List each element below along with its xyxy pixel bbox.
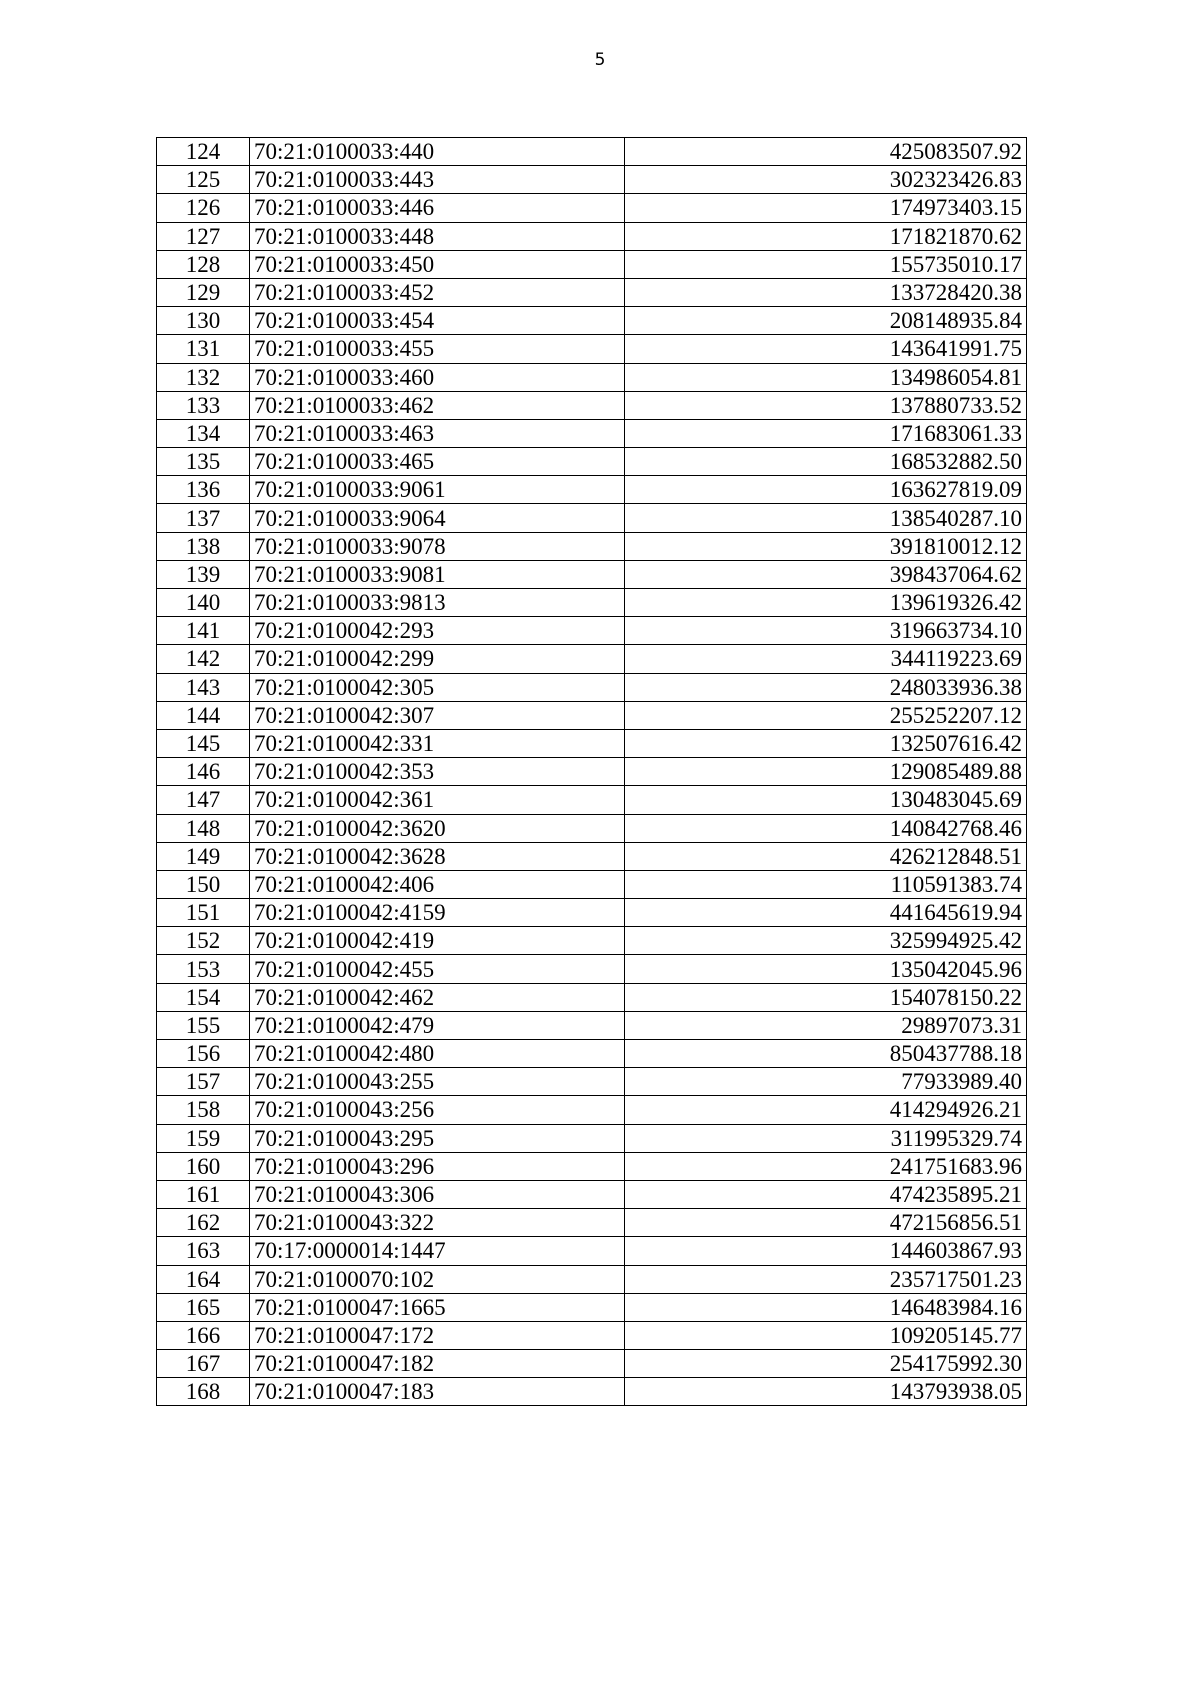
table-row	[157, 1152, 1027, 1180]
table-row	[157, 1265, 1027, 1293]
table-row	[157, 504, 1027, 532]
cadastral-number-cell: 70:21:0100033:443	[250, 166, 625, 194]
cadastral-value-cell: 241751683.96	[625, 1152, 1027, 1180]
cadastral-value-cell: 208148935.84	[625, 307, 1027, 335]
cadastral-value-cell: 163627819.09	[625, 476, 1027, 504]
cadastral-number-cell: 70:21:0100042:293	[250, 617, 625, 645]
cadastral-value-cell: 235717501.23	[625, 1265, 1027, 1293]
cadastral-number-cell: 70:21:0100042:305	[250, 673, 625, 701]
cadastral-number-cell: 70:21:0100042:307	[250, 701, 625, 729]
row-number-cell: 157	[157, 1068, 250, 1096]
row-number-cell: 139	[157, 560, 250, 588]
cadastral-value-cell: 140842768.46	[625, 814, 1027, 842]
cadastral-number-cell: 70:21:0100047:172	[250, 1321, 625, 1349]
cadastral-value-cell: 425083507.92	[625, 138, 1027, 166]
cadastral-value-cell: 174973403.15	[625, 194, 1027, 222]
cadastral-value-cell: 134986054.81	[625, 363, 1027, 391]
cadastral-number-cell: 70:21:0100033:465	[250, 448, 625, 476]
cadastral-number-cell: 70:21:0100042:3620	[250, 814, 625, 842]
row-number-cell: 129	[157, 278, 250, 306]
cadastral-number-cell: 70:21:0100033:455	[250, 335, 625, 363]
row-number-cell: 163	[157, 1237, 250, 1265]
cadastral-value-table	[156, 137, 1027, 1406]
cadastral-value-cell: 325994925.42	[625, 927, 1027, 955]
table-row	[157, 138, 1027, 166]
table-row	[157, 419, 1027, 447]
cadastral-number-cell: 70:21:0100042:480	[250, 1040, 625, 1068]
row-number-cell: 131	[157, 335, 250, 363]
cadastral-value-cell: 311995329.74	[625, 1124, 1027, 1152]
table-body	[157, 138, 1027, 1406]
cadastral-number-cell: 70:21:0100043:255	[250, 1068, 625, 1096]
row-number-cell: 140	[157, 589, 250, 617]
cadastral-number-cell: 70:21:0100042:3628	[250, 842, 625, 870]
cadastral-value-cell: 77933989.40	[625, 1068, 1027, 1096]
cadastral-value-cell: 426212848.51	[625, 842, 1027, 870]
cadastral-value-cell: 143641991.75	[625, 335, 1027, 363]
cadastral-value-cell: 132507616.42	[625, 729, 1027, 757]
table-row	[157, 1068, 1027, 1096]
table-row	[157, 1321, 1027, 1349]
cadastral-number-cell: 70:21:0100033:448	[250, 222, 625, 250]
table-row	[157, 166, 1027, 194]
table-row	[157, 476, 1027, 504]
cadastral-number-cell: 70:21:0100070:102	[250, 1265, 625, 1293]
row-number-cell: 149	[157, 842, 250, 870]
cadastral-number-cell: 70:21:0100033:462	[250, 391, 625, 419]
table-row	[157, 194, 1027, 222]
table-row	[157, 222, 1027, 250]
table-row	[157, 701, 1027, 729]
row-number-cell: 146	[157, 758, 250, 786]
cadastral-number-cell: 70:21:0100043:295	[250, 1124, 625, 1152]
cadastral-number-cell: 70:21:0100042:479	[250, 1011, 625, 1039]
row-number-cell: 144	[157, 701, 250, 729]
table-row	[157, 1124, 1027, 1152]
row-number-cell: 135	[157, 448, 250, 476]
table-row	[157, 899, 1027, 927]
table-row	[157, 1180, 1027, 1208]
row-number-cell: 161	[157, 1180, 250, 1208]
row-number-cell: 165	[157, 1293, 250, 1321]
table-row	[157, 645, 1027, 673]
row-number-cell: 155	[157, 1011, 250, 1039]
cadastral-number-cell: 70:21:0100042:361	[250, 786, 625, 814]
row-number-cell: 154	[157, 983, 250, 1011]
table-row	[157, 955, 1027, 983]
table-row	[157, 617, 1027, 645]
row-number-cell: 132	[157, 363, 250, 391]
table-row	[157, 983, 1027, 1011]
row-number-cell: 128	[157, 250, 250, 278]
row-number-cell: 141	[157, 617, 250, 645]
row-number-cell: 124	[157, 138, 250, 166]
cadastral-number-cell: 70:17:0000014:1447	[250, 1237, 625, 1265]
cadastral-number-cell: 70:21:0100033:452	[250, 278, 625, 306]
cadastral-value-cell: 155735010.17	[625, 250, 1027, 278]
table-row	[157, 560, 1027, 588]
cadastral-value-cell: 319663734.10	[625, 617, 1027, 645]
row-number-cell: 138	[157, 532, 250, 560]
cadastral-number-cell: 70:21:0100033:460	[250, 363, 625, 391]
table-row	[157, 391, 1027, 419]
table-row	[157, 448, 1027, 476]
row-number-cell: 130	[157, 307, 250, 335]
row-number-cell: 143	[157, 673, 250, 701]
cadastral-value-cell: 344119223.69	[625, 645, 1027, 673]
cadastral-value-cell: 146483984.16	[625, 1293, 1027, 1321]
cadastral-value-cell: 138540287.10	[625, 504, 1027, 532]
cadastral-value-cell: 414294926.21	[625, 1096, 1027, 1124]
cadastral-value-cell: 850437788.18	[625, 1040, 1027, 1068]
cadastral-value-cell: 109205145.77	[625, 1321, 1027, 1349]
table-row	[157, 589, 1027, 617]
cadastral-number-cell: 70:21:0100033:463	[250, 419, 625, 447]
table-row	[157, 532, 1027, 560]
page-number: 5	[594, 50, 606, 70]
cadastral-value-cell: 129085489.88	[625, 758, 1027, 786]
row-number-cell: 162	[157, 1209, 250, 1237]
cadastral-number-cell: 70:21:0100033:450	[250, 250, 625, 278]
table-row	[157, 1011, 1027, 1039]
table-row	[157, 1378, 1027, 1406]
table-row	[157, 307, 1027, 335]
cadastral-number-cell: 70:21:0100042:419	[250, 927, 625, 955]
cadastral-number-cell: 70:21:0100042:4159	[250, 899, 625, 927]
table-row	[157, 814, 1027, 842]
row-number-cell: 166	[157, 1321, 250, 1349]
table-row	[157, 673, 1027, 701]
cadastral-number-cell: 70:21:0100047:1665	[250, 1293, 625, 1321]
cadastral-value-cell: 144603867.93	[625, 1237, 1027, 1265]
cadastral-number-cell: 70:21:0100033:440	[250, 138, 625, 166]
row-number-cell: 156	[157, 1040, 250, 1068]
row-number-cell: 152	[157, 927, 250, 955]
table-row	[157, 335, 1027, 363]
cadastral-number-cell: 70:21:0100043:322	[250, 1209, 625, 1237]
cadastral-number-cell: 70:21:0100042:455	[250, 955, 625, 983]
row-number-cell: 147	[157, 786, 250, 814]
row-number-cell: 158	[157, 1096, 250, 1124]
cadastral-number-cell: 70:21:0100043:256	[250, 1096, 625, 1124]
table-row	[157, 870, 1027, 898]
cadastral-value-cell: 168532882.50	[625, 448, 1027, 476]
table-row	[157, 842, 1027, 870]
table-row	[157, 1040, 1027, 1068]
table-row	[157, 1350, 1027, 1378]
table-row	[157, 1096, 1027, 1124]
cadastral-value-cell: 143793938.05	[625, 1378, 1027, 1406]
cadastral-number-cell: 70:21:0100042:462	[250, 983, 625, 1011]
row-number-cell: 127	[157, 222, 250, 250]
cadastral-value-cell: 29897073.31	[625, 1011, 1027, 1039]
row-number-cell: 136	[157, 476, 250, 504]
table-row	[157, 1293, 1027, 1321]
table-row	[157, 786, 1027, 814]
cadastral-value-cell: 474235895.21	[625, 1180, 1027, 1208]
row-number-cell: 150	[157, 870, 250, 898]
row-number-cell: 133	[157, 391, 250, 419]
cadastral-value-cell: 302323426.83	[625, 166, 1027, 194]
row-number-cell: 159	[157, 1124, 250, 1152]
cadastral-number-cell: 70:21:0100043:296	[250, 1152, 625, 1180]
cadastral-number-cell: 70:21:0100033:9061	[250, 476, 625, 504]
cadastral-value-cell: 171821870.62	[625, 222, 1027, 250]
row-number-cell: 142	[157, 645, 250, 673]
row-number-cell: 164	[157, 1265, 250, 1293]
cadastral-number-cell: 70:21:0100042:353	[250, 758, 625, 786]
row-number-cell: 160	[157, 1152, 250, 1180]
row-number-cell: 126	[157, 194, 250, 222]
row-number-cell: 134	[157, 419, 250, 447]
table-row	[157, 1237, 1027, 1265]
cadastral-number-cell: 70:21:0100033:9813	[250, 589, 625, 617]
cadastral-value-cell: 441645619.94	[625, 899, 1027, 927]
table-row	[157, 758, 1027, 786]
table-row	[157, 729, 1027, 757]
cadastral-number-cell: 70:21:0100047:182	[250, 1350, 625, 1378]
cadastral-value-cell: 139619326.42	[625, 589, 1027, 617]
cadastral-value-cell: 154078150.22	[625, 983, 1027, 1011]
cadastral-number-cell: 70:21:0100033:454	[250, 307, 625, 335]
row-number-cell: 153	[157, 955, 250, 983]
row-number-cell: 167	[157, 1350, 250, 1378]
row-number-cell: 168	[157, 1378, 250, 1406]
table-row	[157, 278, 1027, 306]
cadastral-number-cell: 70:21:0100042:299	[250, 645, 625, 673]
row-number-cell: 145	[157, 729, 250, 757]
row-number-cell: 125	[157, 166, 250, 194]
table-row	[157, 927, 1027, 955]
table-row	[157, 1209, 1027, 1237]
cadastral-number-cell: 70:21:0100047:183	[250, 1378, 625, 1406]
cadastral-number-cell: 70:21:0100033:446	[250, 194, 625, 222]
cadastral-value-cell: 137880733.52	[625, 391, 1027, 419]
cadastral-value-cell: 391810012.12	[625, 532, 1027, 560]
cadastral-value-cell: 248033936.38	[625, 673, 1027, 701]
cadastral-value-cell: 110591383.74	[625, 870, 1027, 898]
table-row	[157, 363, 1027, 391]
cadastral-value-cell: 472156856.51	[625, 1209, 1027, 1237]
cadastral-value-cell: 133728420.38	[625, 278, 1027, 306]
cadastral-value-cell: 398437064.62	[625, 560, 1027, 588]
cadastral-number-cell: 70:21:0100043:306	[250, 1180, 625, 1208]
cadastral-number-cell: 70:21:0100033:9064	[250, 504, 625, 532]
row-number-cell: 151	[157, 899, 250, 927]
cadastral-value-cell: 135042045.96	[625, 955, 1027, 983]
cadastral-number-cell: 70:21:0100042:406	[250, 870, 625, 898]
row-number-cell: 148	[157, 814, 250, 842]
row-number-cell: 137	[157, 504, 250, 532]
table-row	[157, 250, 1027, 278]
cadastral-value-cell: 171683061.33	[625, 419, 1027, 447]
cadastral-value-cell: 255252207.12	[625, 701, 1027, 729]
cadastral-number-cell: 70:21:0100033:9078	[250, 532, 625, 560]
cadastral-value-cell: 130483045.69	[625, 786, 1027, 814]
cadastral-value-cell: 254175992.30	[625, 1350, 1027, 1378]
cadastral-number-cell: 70:21:0100033:9081	[250, 560, 625, 588]
cadastral-number-cell: 70:21:0100042:331	[250, 729, 625, 757]
